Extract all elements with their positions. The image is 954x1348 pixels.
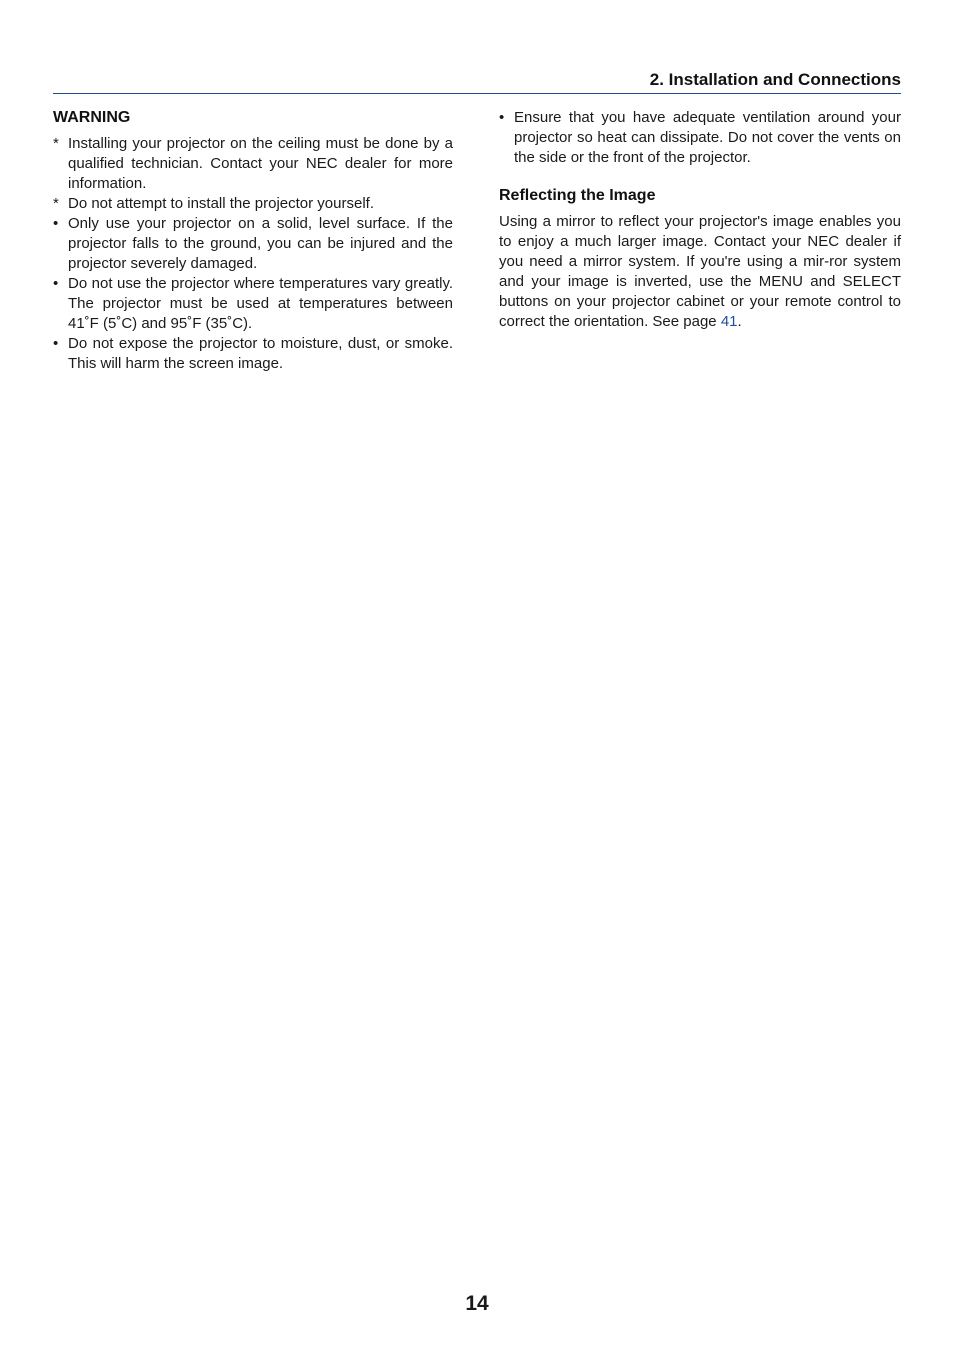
right-column <box>499 108 901 332</box>
list-item <box>53 194 453 214</box>
list-marker: • <box>53 275 59 292</box>
page-number: 14 <box>465 1292 489 1315</box>
header-divider <box>53 93 901 94</box>
list-item <box>53 134 453 194</box>
list-item <box>53 274 453 334</box>
list-item-text: Installing your projector on the ceiling must be done by a qualified technician. Contact your NEC dealer for more information. <box>68 135 453 192</box>
reflecting-heading: Reflecting the Image <box>499 187 656 204</box>
page-reference-link[interactable]: 41 <box>720 313 738 330</box>
ventilation-list <box>499 108 901 168</box>
list-item-text: Only use your projector on a solid, level surface. If the projector falls to the ground, you can be injured and the projector severely damaged. <box>68 215 453 272</box>
section-header-title: 2. Installation and Connections <box>649 70 901 89</box>
list-item-text: Do not attempt to install the projector yourself. <box>68 195 374 212</box>
warning-list <box>53 134 453 374</box>
reflecting-body: Using a mirror to reflect your projector's image enables you to enjoy a much larger image. Contact your NEC dealer if you need a mirror system. If you're using a mir-ror system and your image is inverted, use the MENU and SELECT buttons on your projector cabinet or your remote control to correct the orientation. See page <box>499 213 901 330</box>
list-item-text: Do not use the projector where temperatures vary greatly. The projector must be used at temperatures between 41˚F (5˚C) and 95˚F (35˚C). <box>68 275 453 332</box>
reflecting-paragraph <box>499 212 901 332</box>
list-item <box>53 334 453 374</box>
list-item-text: Do not expose the projector to moisture, dust, or smoke. This will harm the screen image. <box>68 335 453 372</box>
list-marker: • <box>53 335 59 352</box>
list-item-text: Ensure that you have adequate ventilation around your projector so heat can dissipate. Do not cover the vents on the side or the front of the projector. <box>514 109 901 166</box>
list-marker: • <box>499 109 505 126</box>
list-marker: * <box>53 135 59 152</box>
warning-heading: WARNING <box>53 109 131 126</box>
list-item <box>53 214 453 274</box>
left-column <box>53 108 453 374</box>
list-item <box>499 108 901 168</box>
reflecting-body-end: . <box>737 313 742 330</box>
list-marker: * <box>53 195 59 212</box>
list-marker: • <box>53 215 59 232</box>
